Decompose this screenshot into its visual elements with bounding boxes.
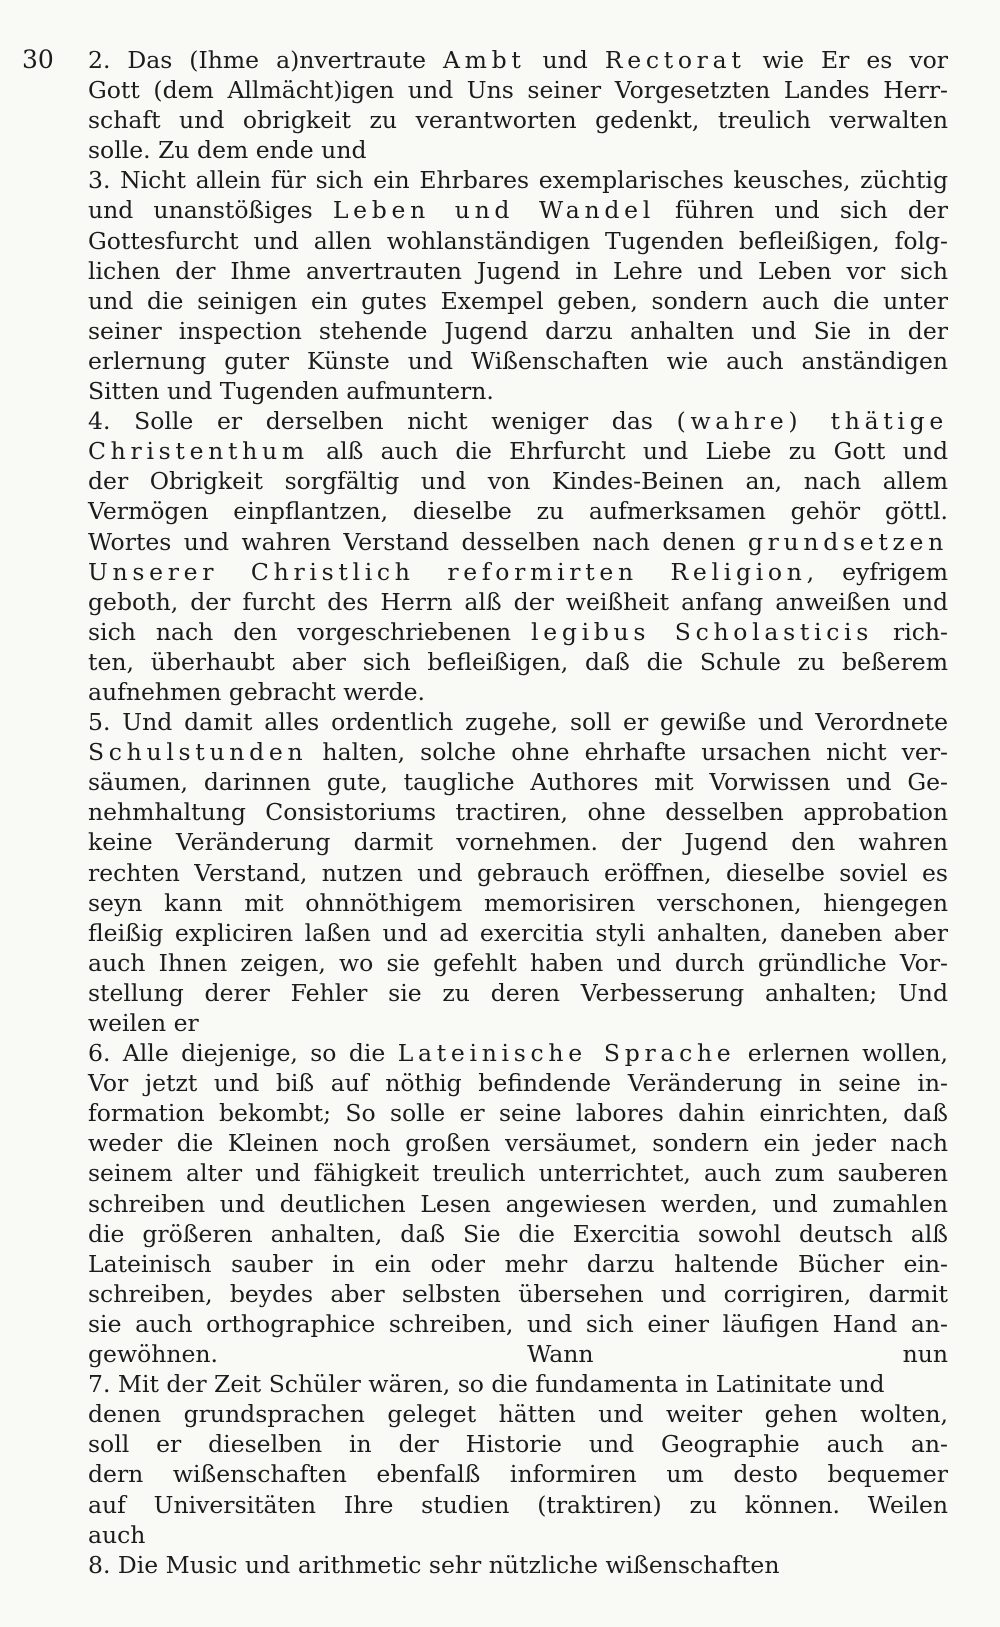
text-line: auch Ihnen zeigen, wo sie gefehlt haben und durch gründliche Vor- — [88, 948, 948, 977]
text-line: 5. Und damit alles ordentlich zugehe, soll er gewiße und Verordnete — [88, 708, 948, 737]
text-line: weilen er — [88, 1009, 199, 1037]
text-line: seinem alter und fähigkeit treulich unterrichtet, auch zum sauberen — [88, 1159, 948, 1188]
text-line: sich nach den vorgeschriebenen legibus Scholasticis rich- — [88, 617, 948, 646]
text-line: Wortes und wahren Verstand desselben nach denen grundsetzen — [88, 527, 948, 556]
text-line: keine Veränderung darmit vornehmen. der Jugend den wahren — [88, 828, 948, 857]
text-line: fleißig expliciren laßen und ad exercitia styli anhalten, daneben aber — [88, 918, 948, 947]
text-line: 7. Mit der Zeit Schüler wären, so die fundamenta in Latinitate und — [88, 1370, 885, 1399]
text-line: weder die Kleinen noch großen versäumet, sondern ein jeder nach — [88, 1129, 948, 1158]
text-line: nehmhaltung Consistoriums tractiren, ohne desselben approbation — [88, 798, 948, 827]
text-line: denen grundsprachen geleget hätten und weiter gehen wolten, — [88, 1400, 948, 1429]
text-line: formation bekombt; So solle er seine labores dahin einrichten, daß — [88, 1099, 948, 1128]
page-number: 30 — [22, 45, 54, 74]
text-line: auf Universitäten Ihre studien (traktiren) zu können. Weilen — [88, 1490, 948, 1519]
text-line: soll er dieselben in der Historie und Geographie auch an- — [88, 1430, 948, 1459]
text-line: dern wißenschaften ebenfalß informiren um desto bequemer — [88, 1460, 948, 1489]
text-line: 6. Alle diejenige, so die Lateinische Sprache erlernen wollen, — [88, 1039, 948, 1068]
text-line: und unanstößiges Leben und Wandel führen und sich der — [88, 196, 949, 225]
text-line: Lateinisch sauber in ein oder mehr darzu haltende Bücher ein- — [88, 1249, 948, 1278]
text-line: Sitten und Tugenden aufmuntern. — [88, 377, 494, 406]
body-text — [88, 45, 948, 1580]
text-line: 3. Nicht allein für sich ein Ehrbares exemplarisches keusches, züchtig — [88, 166, 948, 195]
text-line: schreiben, beydes aber selbsten übersehen und corrigiren, darmit — [88, 1279, 948, 1308]
text-line: schaft und obrigkeit zu verantworten gedenkt, treulich verwalten — [88, 106, 948, 135]
text-line: solle. Zu dem ende und — [88, 136, 367, 165]
text-line: auch — [88, 1520, 146, 1549]
text-line: ten, überhaubt aber sich befleißigen, daß die Schule zu beßerem — [88, 647, 948, 676]
text-line: Gott (dem Allmächt)igen und Uns seiner Vorgesetzten Landes Herr- — [88, 76, 948, 105]
text-line: säumen, darinnen gute, taugliche Authores mit Vorwissen und Ge- — [88, 768, 948, 797]
text-line: Vor jetzt und biß auf nöthig befindende Veränderung in seine in- — [88, 1069, 948, 1098]
text-line: Christenthum alß auch die Ehrfurcht und Liebe zu Gott und — [88, 437, 948, 466]
text-line: Vermögen einpflantzen, dieselbe zu aufmerksamen gehör göttl. — [88, 497, 948, 526]
text-line: aufnehmen gebracht werde. — [88, 677, 425, 706]
text-line: 8. Die Music und arithmetic sehr nützliche wißenschaften — [88, 1550, 780, 1579]
text-line: Gottesfurcht und allen wohlanständigen Tugenden befleißigen, folg- — [88, 226, 948, 255]
text-line: seyn kann mit ohnnöthigem memorisiren verschonen, hiengegen — [88, 888, 948, 917]
text-line: seiner inspection stehende Jugend darzu anhalten und Sie in der — [88, 316, 948, 345]
text-line: rechten Verstand, nutzen und gebrauch eröffnen, dieselbe soviel es — [88, 858, 948, 887]
text-line: 4. Solle er derselben nicht weniger das (wahre) thätige — [88, 407, 948, 436]
text-line: geboth, der furcht des Herrn alß der weißheit anfang anweißen und — [88, 587, 948, 616]
text-line: und die seinigen ein gutes Exempel geben, sondern auch die unter — [88, 286, 948, 315]
text-line: Unserer Christlich reformirten Religion, eyfrigem — [88, 557, 948, 586]
text-line: die größeren anhalten, daß Sie die Exercitia sowohl deutsch alß — [88, 1219, 948, 1248]
text-line: der Obrigkeit sorgfältig und von Kindes-Beinen an, nach allem — [88, 467, 948, 496]
text-line: 2. Das (Ihme a)nvertraute Ambt und Rectorat wie Er es vor — [88, 46, 948, 74]
text-line: erlernung guter Künste und Wißenschaften wie auch anständigen — [88, 346, 948, 375]
text-line: schreiben und deutlichen Lesen angewiesen werden, und zumahlen — [88, 1189, 948, 1218]
text-line: sie auch orthographice schreiben, und sich einer läufigen Hand an- — [88, 1309, 948, 1338]
text-line: Schulstunden halten, solche ohne ehrhafte ursachen nicht ver- — [88, 738, 948, 767]
text-line: gewöhnen. Wann nun — [88, 1340, 948, 1369]
text-line: lichen der Ihme anvertrauten Jugend in Lehre und Leben vor sich — [88, 256, 948, 285]
text-line: stellung derer Fehler sie zu deren Verbesserung anhalten; Und — [88, 978, 948, 1007]
